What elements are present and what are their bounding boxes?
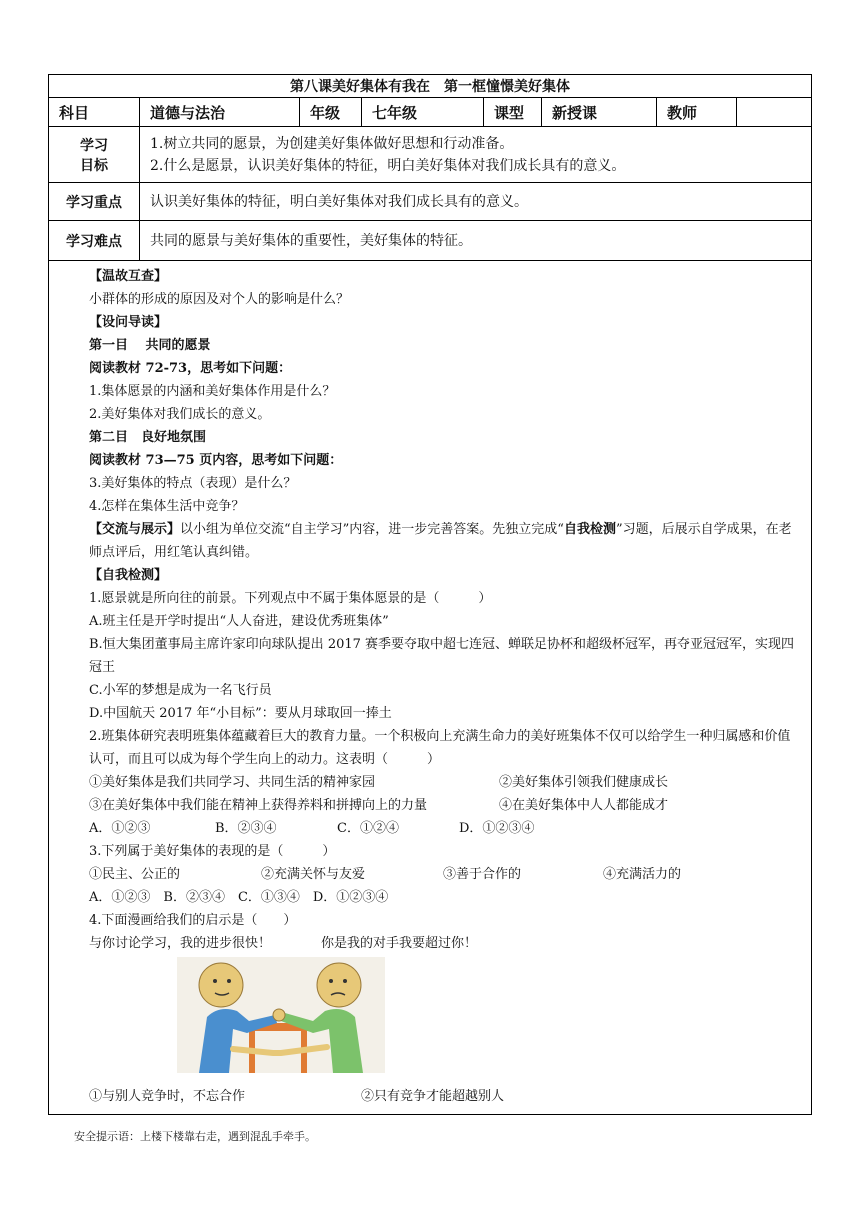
difficulties-label: 学习难点: [49, 221, 140, 261]
q3-statements: ①民主、公正的 ②充满关怀与友爱 ③善于合作的 ④充满活力的: [89, 867, 682, 882]
content-body: [49, 261, 812, 1115]
q2-options: A．①②③ B．②③④ C．①②④ D．①②③④: [89, 821, 535, 836]
comic-image: [49, 957, 811, 1081]
type-label: 课型: [484, 98, 542, 127]
guide-q3: 3.美好集体的特点（表现）是什么？: [89, 476, 297, 491]
comic-captions: 与你讨论学习，我的进步很快！ 你是我的对手我要超过你！: [89, 936, 478, 951]
exchange-paragraph: 【交流与展示】以小组为单位交流“自主学习”内容，进一步完善答案。先独立完成“自我检测”习题，后展示自学成果，在老师点评后，用红笔认真纠错。: [89, 522, 792, 560]
section2-read: 阅读教材 73—75 页内容，思考如下问题：: [89, 453, 343, 468]
q1-option-a: A.班主任是开学时提出“人人奋进，建设优秀班集体”: [89, 614, 389, 629]
section1-title: 第一目 共同的愿景: [89, 338, 211, 353]
lesson-title: 第八课美好集体有我在 第一框憧憬美好集体: [49, 75, 812, 98]
q2-statements-row2: ③在美好集体中我们能在精神上获得养料和拼搏向上的力量 ④在美好集体中人人都能成才: [89, 798, 669, 813]
q3-options: A．①②③ B．②③④ C．①③④ D．①②③④: [89, 890, 389, 905]
guide-heading: 【设问导读】: [89, 315, 168, 330]
header-row: [49, 98, 812, 127]
q4-statements: ①与别人竞争时，不忘合作 ②只有竞争才能超越别人: [89, 1089, 505, 1104]
goals-row: [49, 127, 812, 183]
section1-read: 阅读教材 72-73，思考如下问题：: [89, 361, 292, 376]
content-row: [49, 261, 812, 1115]
key-points-text: 认识美好集体的特征，明白美好集体对我们成长具有的意义。: [140, 183, 812, 221]
q1-stem: 1.愿景就是所向往的前景。下列观点中不属于集体愿景的是（ ）: [89, 591, 492, 606]
lesson-plan-table: [48, 74, 812, 1115]
teacher-value: [737, 98, 812, 127]
section2-title: 第二目 良好地氛围: [89, 430, 207, 445]
subject-label: 科目: [49, 98, 140, 127]
guide-q2: 2.美好集体对我们成长的意义。: [89, 407, 271, 422]
grade-label: 年级: [300, 98, 362, 127]
goals-text: 1.树立共同的愿景，为创建美好集体做好思想和行动准备。 2.什么是愿景，认识美好集体的特征，明白美好集体对我们成长具有的意义。: [140, 127, 812, 183]
arm-wrestling-comic: [177, 957, 385, 1073]
subject-value: 道德与法治: [140, 98, 300, 127]
difficulties-row: [49, 221, 812, 261]
q1-option-d: D.中国航天 2017 年“小目标”：要从月球取回一捧土: [89, 706, 392, 721]
q3-stem: 3.下列属于美好集体的表现的是（ ）: [89, 844, 336, 859]
q2-statements-row1: ①美好集体是我们共同学习、共同生活的精神家园 ②美好集体引领我们健康成长: [89, 775, 669, 790]
safety-footer: 安全提示语：上楼下楼靠右走，遇到混乱手牵手。: [74, 1130, 316, 1143]
teacher-label: 教师: [657, 98, 737, 127]
q1-option-c: C.小军的梦想是成为一名飞行员: [89, 683, 272, 698]
key-points-label: 学习重点: [49, 183, 140, 221]
type-value: 新授课: [542, 98, 657, 127]
guide-q1: 1.集体愿景的内涵和美好集体作用是什么？: [89, 384, 336, 399]
review-question: 小群体的形成的原因及对个人的影响是什么？: [89, 292, 350, 307]
guide-q4: 4.怎样在集体生活中竞争？: [89, 499, 245, 514]
q4-stem: 4.下面漫画给我们的启示是（ ）: [89, 913, 297, 928]
grade-value: 七年级: [362, 98, 484, 127]
key-points-row: [49, 183, 812, 221]
review-heading: 【温故互查】: [89, 269, 168, 284]
difficulties-text: 共同的愿景与美好集体的重要性，美好集体的特征。: [140, 221, 812, 261]
selfcheck-heading: 【自我检测】: [89, 568, 168, 583]
goals-label: 学习 目标: [49, 127, 140, 183]
q1-option-b: B.恒大集团董事局主席许家印向球队提出 2017 赛季要夺取中超七连冠、蝉联足协杯和超级杯冠军，再夺亚冠冠军，实现四冠王: [89, 637, 795, 675]
q2-stem: 2.班集体研究表明班集体蕴藏着巨大的教育力量。一个积极向上充满生命力的美好班集体不仅可以给学生一种归属感和价值认可，而且可以成为每个学生向上的动力。这表明（ ）: [89, 729, 791, 767]
